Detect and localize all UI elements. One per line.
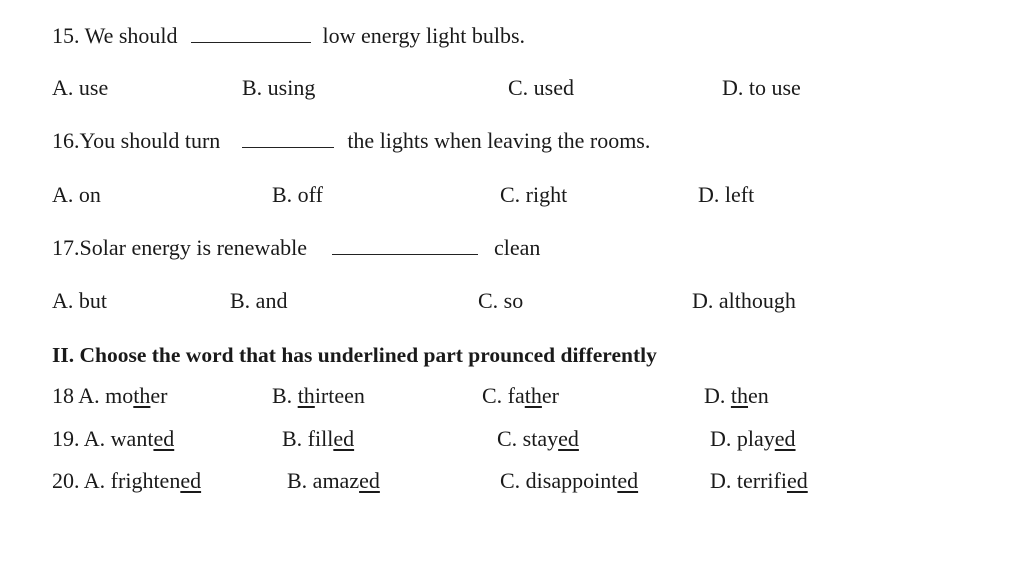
question-17-stem-end: clean	[493, 235, 541, 260]
question-15-blank	[191, 24, 311, 43]
question-19-option-b	[282, 425, 354, 453]
underlined-part: ed	[558, 426, 579, 451]
question-20-option-c	[500, 467, 638, 495]
question-20-option-a	[52, 467, 201, 495]
question-16-blank	[242, 129, 334, 148]
underlined-part: th	[730, 383, 749, 408]
option-prefix: C. stay	[497, 426, 559, 451]
option-prefix: 19. A. want	[52, 426, 154, 451]
question-16-option-b: B. off	[272, 182, 323, 207]
underlined-part: ed	[180, 468, 202, 493]
section-heading: II. Choose the word that has underlined part prounced differently	[52, 343, 657, 367]
question-17-stem-start: 17.Solar energy is renewable	[52, 235, 307, 260]
option-prefix: D. play	[710, 426, 775, 451]
question-16-stem-start: 16.You should turn	[52, 128, 221, 153]
option-prefix: B. fill	[282, 426, 334, 451]
question-15-stem-start: 15. We should	[52, 23, 178, 48]
underlined-part: ed	[359, 468, 380, 493]
option-prefix: B.	[272, 383, 298, 408]
question-18-option-d	[704, 382, 769, 410]
option-suffix: er	[150, 383, 168, 408]
question-15-option-a: A. use	[52, 75, 109, 100]
question-15-option-d: D. to use	[722, 75, 801, 100]
underlined-part: ed	[153, 426, 175, 451]
question-18-option-a	[52, 382, 168, 410]
question-17-option-d: D. although	[692, 288, 796, 313]
option-prefix: 20. A. frighten	[52, 468, 181, 493]
question-17-option-b: B. and	[230, 288, 288, 313]
question-16-option-c: C. right	[500, 182, 568, 207]
option-prefix: D.	[704, 383, 731, 408]
question-19-option-d	[710, 425, 796, 453]
question-18-option-c	[482, 382, 559, 410]
underlined-part: th	[133, 383, 151, 408]
option-suffix: er	[541, 383, 559, 408]
question-15-stem-end: low energy light bulbs.	[322, 23, 526, 48]
underlined-part: ed	[617, 468, 639, 493]
question-16-stem-end: the lights when leaving the rooms.	[347, 128, 651, 153]
question-15-option-c: C. used	[508, 75, 574, 100]
question-15	[52, 22, 525, 50]
question-19-option-c	[497, 425, 579, 453]
question-16-option-a: A. on	[52, 182, 101, 207]
underlined-part: th	[524, 383, 542, 408]
option-prefix: D. terrifi	[710, 468, 787, 493]
question-20-option-b	[287, 467, 380, 495]
question-17-option-c: C. so	[478, 288, 524, 313]
option-prefix: C. disappoint	[500, 468, 618, 493]
option-prefix: B. amaz	[287, 468, 360, 493]
option-suffix: en	[748, 383, 769, 408]
option-prefix: 18 A. mo	[52, 383, 134, 408]
option-suffix: irteen	[314, 383, 365, 408]
underlined-part: th	[297, 383, 315, 408]
question-16-option-d: D. left	[698, 182, 755, 207]
question-20-option-d	[710, 467, 808, 495]
question-17-blank	[332, 236, 478, 255]
question-16	[52, 127, 650, 155]
underlined-part: ed	[774, 426, 796, 451]
underlined-part: ed	[786, 468, 808, 493]
option-prefix: C. fa	[482, 383, 525, 408]
underlined-part: ed	[333, 426, 355, 451]
question-19-option-a	[52, 425, 174, 453]
question-18-option-b	[272, 382, 365, 410]
question-17	[52, 234, 540, 262]
question-17-option-a: A. but	[52, 288, 107, 313]
question-15-option-b: B. using	[242, 75, 316, 100]
